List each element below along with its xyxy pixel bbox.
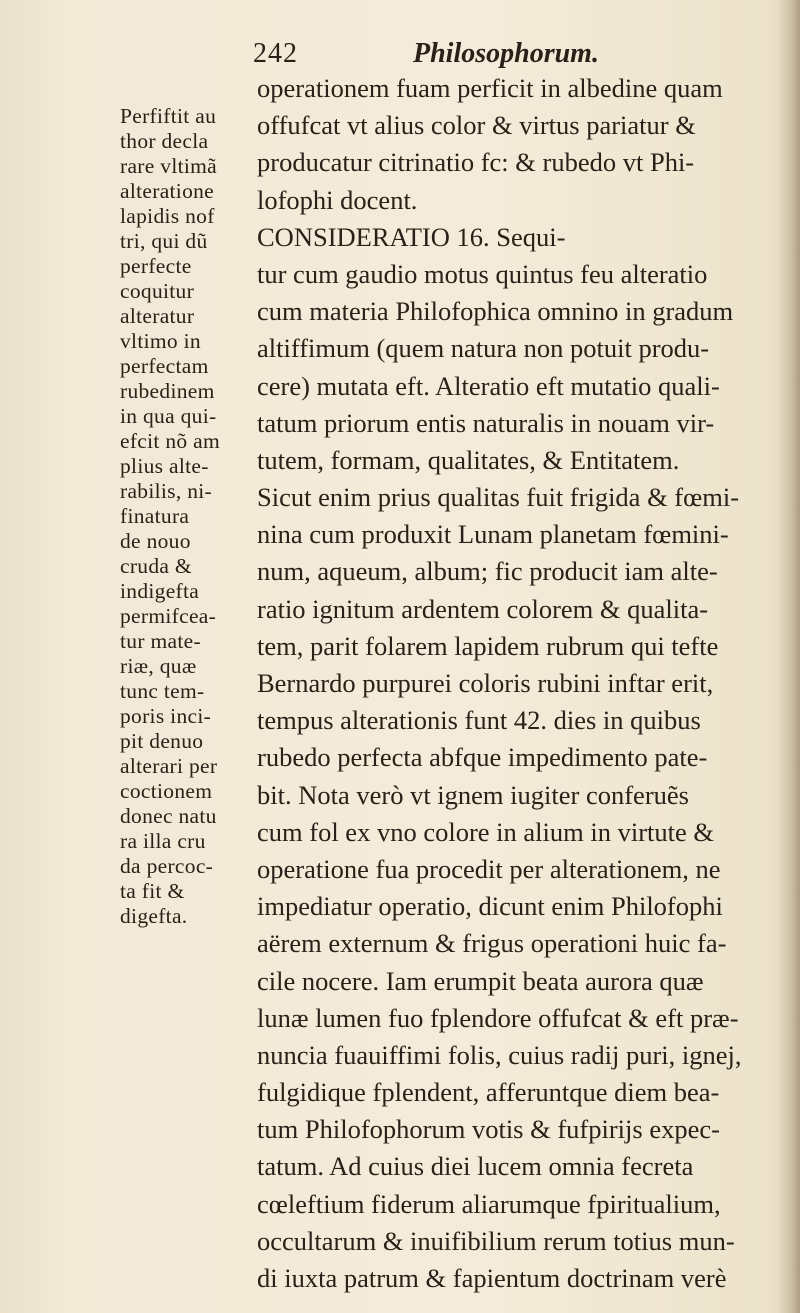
body-line: nuncia fuauiffimi folis, cuius radij puri, ignej, <box>257 1039 742 1070</box>
body-line: cile nocere. Iam erumpit beata aurora quæ <box>257 965 704 996</box>
margin-note-line: rubedinem <box>120 379 215 403</box>
body-line: altiffimum (quem natura non potuit produ- <box>257 333 710 364</box>
margin-note-line: vltimo in <box>120 329 201 353</box>
margin-note-line: thor decla <box>120 129 209 153</box>
body-line: di iuxta patrum & fapientum doctrinam verè <box>257 1263 727 1293</box>
margin-note-line: permifcea- <box>120 604 217 628</box>
body-line: tur cum gaudio motus quintus feu alteratio <box>257 258 708 289</box>
margin-note-line: de nouo <box>120 529 191 553</box>
margin-note-line: cruda & <box>120 554 192 578</box>
margin-note-line: alteratur <box>120 304 195 328</box>
body-line: operationem fuam perficit in albedine quam <box>257 73 723 103</box>
margin-note-line: da percoc- <box>120 854 214 878</box>
body-line: tempus alterationis funt 42. dies in quibus <box>257 705 701 736</box>
margin-note-line: tri, qui dũ <box>120 229 208 253</box>
margin-note-line: efcit nõ am <box>120 429 221 453</box>
margin-note-line: digefta. <box>120 904 188 928</box>
margin-note-line: coquitur <box>120 279 195 303</box>
margin-note-line: tur mate- <box>120 629 201 653</box>
margin-note-line: perfectam <box>120 354 209 378</box>
body-line: cum materia Philofophica omnino in gradum <box>257 296 734 327</box>
body-line: producatur citrinatio fc: & rubedo vt Phi- <box>257 147 695 178</box>
margin-note-line: alteratione <box>120 179 215 203</box>
margin-note-line: alterari per <box>120 754 218 778</box>
margin-note-line: rabilis, ni- <box>120 479 212 503</box>
body-line: fulgidique fplendent, afferuntque diem bea- <box>257 1077 720 1108</box>
page-number: 242 <box>253 38 298 69</box>
body-line: cœleftium fiderum aliarumque fpiritualium, <box>257 1188 721 1219</box>
margin-note-line: ra illa cru <box>120 829 206 853</box>
body-line: tum Philofophorum votis & fufpirijs expec- <box>257 1114 720 1145</box>
body-line: Sicut enim prius qualitas fuit frigida & fœmi- <box>257 482 740 513</box>
body-text <box>257 70 797 1297</box>
margin-note-line: coctionem <box>120 779 213 803</box>
body-line: tutem, formam, qualitates, & Entitatem. <box>257 444 680 475</box>
margin-note-line: lapidis nof <box>120 204 215 228</box>
body-line: cum fol ex vno colore in alium in virtute & <box>257 816 715 847</box>
body-line: lunæ lumen fuo fplendore offufcat & eft præ- <box>257 1002 739 1033</box>
margin-note-line: perfecte <box>120 254 192 278</box>
body-line: tatum. Ad cuius diei lucem omnia fecreta <box>257 1151 694 1182</box>
margin-note-line: riæ, quæ <box>120 654 197 678</box>
body-line: aërem externum & frigus operationi huic fa- <box>257 928 727 959</box>
body-line: Bernardo purpurei coloris rubini inftar erit, <box>257 668 714 698</box>
body-line: cere) mutata eft. Alteratio eft mutatio quali- <box>257 370 720 401</box>
body-line: nina cum produxit Lunam planetam fœmini- <box>257 519 729 550</box>
margin-note-line: Perfiftit au <box>120 104 217 128</box>
margin-note-line: rare vltimã <box>120 154 218 178</box>
body-line: lofophi docent. <box>257 184 418 215</box>
margin-note-line: in qua qui- <box>120 404 217 428</box>
margin-note-line: tunc tem- <box>120 679 205 703</box>
body-line: num, aqueum, album; fic producit iam alte- <box>257 556 718 587</box>
margin-note-line: indigefta <box>120 579 200 603</box>
body-line: operatione fua procedit per alterationem, ne <box>257 853 721 884</box>
body-line: occultarum & inuifibilium rerum totius mun- <box>257 1225 735 1256</box>
margin-note-line: finatura <box>120 504 190 528</box>
body-line: offufcat vt alius color & virtus pariatur & <box>257 110 696 141</box>
running-title: Philosophorum. <box>413 38 599 69</box>
margin-note-line: pit denuo <box>120 729 204 753</box>
margin-note-line: donec natu <box>120 804 217 828</box>
body-line: CONSIDERATIO 16. Sequi- <box>257 221 566 252</box>
margin-note <box>120 104 230 929</box>
margin-note-line: plius alte- <box>120 454 209 478</box>
body-line: impediatur operatio, dicunt enim Philofophi <box>257 891 723 922</box>
body-line: rubedo perfecta abfque impedimento pate- <box>257 742 708 773</box>
body-line: ratio ignitum ardentem colorem & qualita- <box>257 593 709 624</box>
body-line: tem, parit folarem lapidem rubrum qui tefte <box>257 630 719 661</box>
margin-note-line: poris inci- <box>120 704 212 728</box>
body-line: bit. Nota verò vt ignem iugiter conferuẽs <box>257 779 689 810</box>
margin-note-line: ta fit & <box>120 879 185 903</box>
body-line: tatum priorum entis naturalis in nouam vir- <box>257 407 715 438</box>
